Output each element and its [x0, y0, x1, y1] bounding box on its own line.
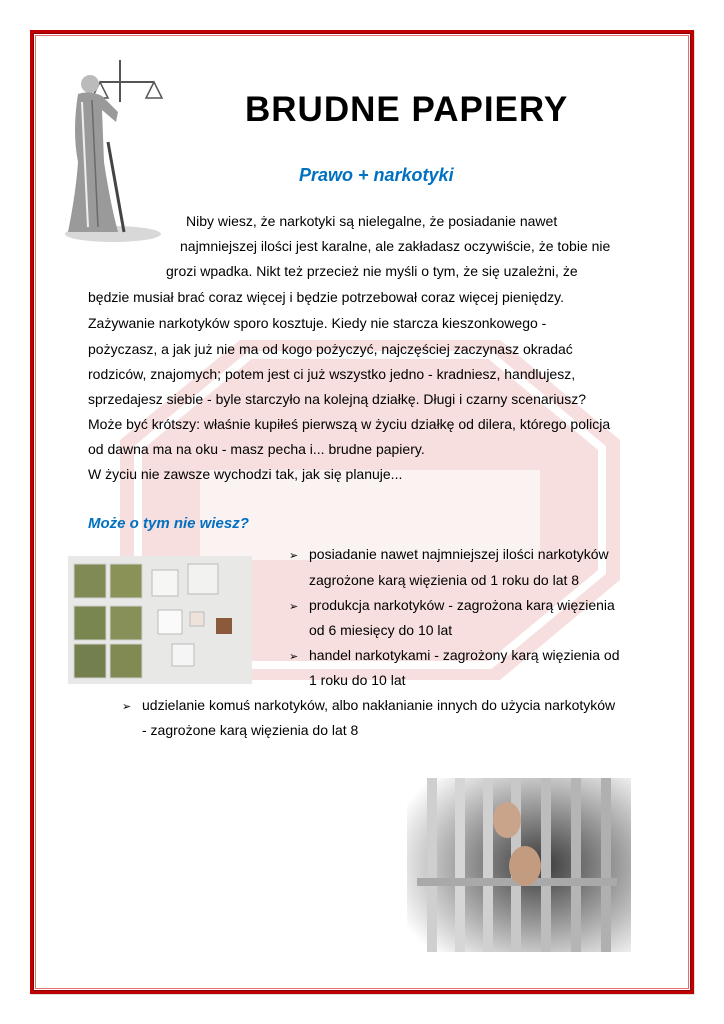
bullet-item: ➢ produkcja narkotyków - zagrożona karą więzienia	[289, 597, 615, 613]
bullet-item: ➢ udzielanie komuś narkotyków, albo nakłanianie innych do użycia narkotyków	[122, 697, 616, 713]
bullet-continuation: od 6 miesięcy do 10 lat	[309, 622, 453, 638]
drug-packets-photo	[68, 556, 252, 684]
intro-line: grozi wpadka. Nikt też przecież nie myśli o tym, że się uzależni, że	[166, 263, 578, 279]
prison-bars-photo	[407, 778, 631, 952]
intro-line: rodziców, znajomych; potem jest ci już wszystko jedno - kradniesz, handlujesz,	[88, 366, 576, 382]
section-heading: Może o tym nie wiesz?	[88, 515, 249, 532]
bullet-continuation: - zagrożone karą więzienia do lat 8	[142, 722, 359, 738]
bullet-continuation: zagrożone karą więzienia od 1 roku do lat 8	[309, 572, 580, 588]
bullet-item: ➢ posiadanie nawet najmniejszej ilości narkotyków	[289, 546, 609, 562]
intro-line: Zażywanie narkotyków sporo kosztuje. Kiedy nie starcza kieszonkowego -	[88, 315, 547, 331]
intro-line: W życiu nie zawsze wychodzi tak, jak się planuje...	[88, 466, 403, 482]
intro-line: będzie musiał brać coraz więcej i będzie potrzebował coraz więcej pieniędzy.	[88, 289, 564, 305]
intro-line: pożyczasz, a jak już nie ma od kogo pożyczyć, najczęściej zaczynasz okradać	[88, 341, 573, 357]
lady-justice-illustration	[58, 52, 168, 244]
intro-line: Może być krótszy: właśnie kupiłeś pierwszą w życiu działkę od dilera, którego policja	[88, 416, 611, 432]
arrow-bullet-icon: ➢	[289, 651, 299, 663]
bullet-continuation: 1 roku do 10 lat	[309, 672, 406, 688]
arrow-bullet-icon: ➢	[122, 701, 132, 713]
arrow-bullet-icon: ➢	[289, 550, 299, 562]
page-title: BRUDNE PAPIERY	[245, 90, 569, 129]
page-subtitle: Prawo + narkotyki	[299, 165, 454, 185]
bullet-item: ➢ handel narkotykami - zagrożony karą więzienia od	[289, 647, 620, 663]
arrow-bullet-icon: ➢	[289, 601, 299, 613]
intro-line: od dawna ma na oku - masz pecha i... brudne papiery.	[88, 441, 425, 457]
intro-line: sprzedajesz siebie - byle starczyło na kolejną działkę. Długi i czarny scenariusz?	[88, 391, 587, 407]
intro-line: Niby wiesz, że narkotyki są nielegalne, że posiadanie nawet	[186, 213, 558, 229]
intro-line: najmniejszej ilości jest karalne, ale zakładasz oczywiście, że tobie nie	[180, 238, 611, 254]
